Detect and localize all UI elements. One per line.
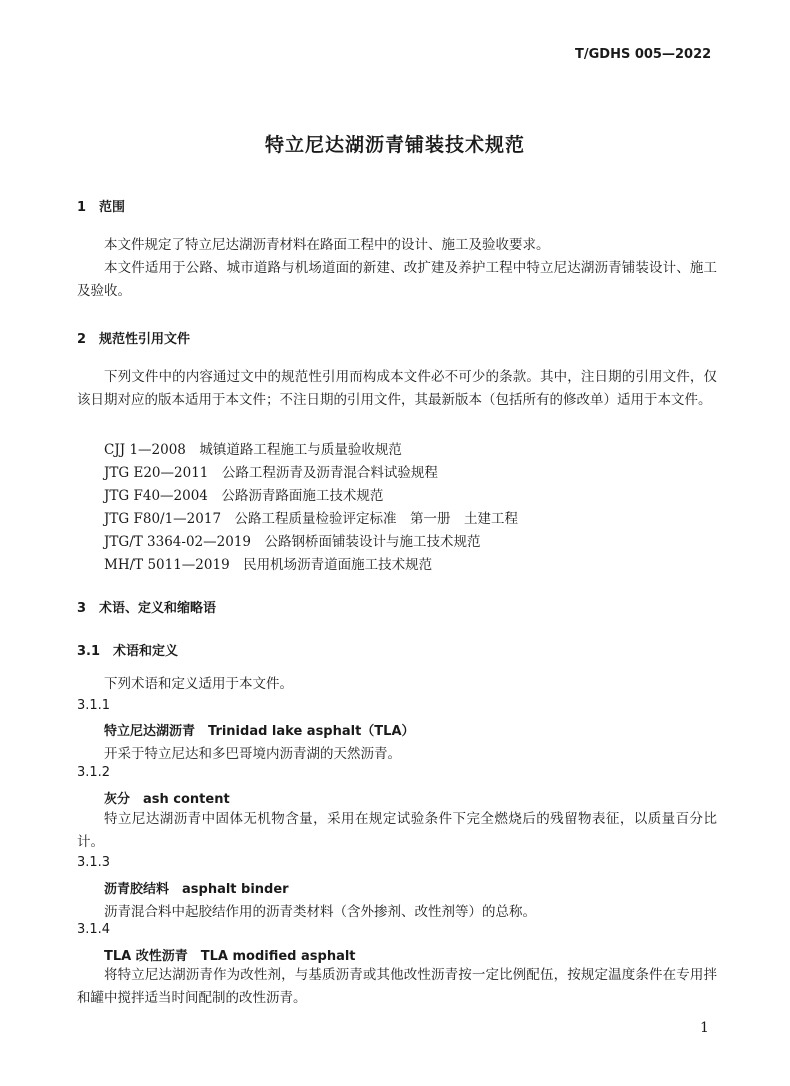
section-1-heading: 1 范围 [77, 200, 126, 215]
term-title: 沥青胶结料 asphalt binder [104, 882, 289, 897]
reference-item: JTG/T 3364-02—2019 公路钢桥面铺装设计与施工技术规范 [104, 534, 481, 550]
document-code: T/GDHS 005—2022 [575, 47, 712, 62]
term-title: TLA 改性沥青 TLA modified asphalt [104, 949, 356, 964]
section-2-heading: 2 规范性引用文件 [77, 332, 191, 347]
page-title: 特立尼达湖沥青铺装技术规范 [264, 134, 525, 156]
section-1-paragraph-2: 本文件适用于公路、城市道路与机场道面的新建、改扩建及养护工程中特立尼达湖沥青铺装设计、施工及验收。 [77, 260, 717, 299]
term-definition: 将特立尼达湖沥青作为改性剂，与基质沥青或其他改性沥青按一定比例配伍，按规定温度条件在专用拌和罐中搅拌适当时间配制的改性沥青。 [77, 967, 717, 1006]
term-definition: 开采于特立尼达和多巴哥境内沥青湖的天然沥青。 [104, 746, 401, 762]
reference-item: CJJ 1—2008 城镇道路工程施工与质量验收规范 [104, 442, 402, 458]
section-3-1-intro: 下列术语和定义适用于本文件。 [104, 676, 293, 692]
section-3-1-heading: 3.1 术语和定义 [77, 644, 179, 659]
term-number: 3.1.2 [77, 765, 111, 780]
page-number: 1 [700, 1020, 709, 1036]
reference-item: MH/T 5011—2019 民用机场沥青道面施工技术规范 [104, 557, 433, 573]
reference-item: JTG F80/1—2017 公路工程质量检验评定标准 第一册 土建工程 [104, 511, 519, 527]
term-title: 灰分 ash content [104, 792, 230, 807]
section-1-paragraph-1: 本文件规定了特立尼达湖沥青材料在路面工程中的设计、施工及验收要求。 [104, 237, 550, 253]
term-number: 3.1.3 [77, 855, 111, 870]
term-number: 3.1.1 [77, 698, 111, 713]
term-number: 3.1.4 [77, 922, 111, 937]
term-title: 特立尼达湖沥青 Trinidad lake asphalt（TLA） [104, 724, 415, 739]
term-definition: 特立尼达湖沥青中固体无机物含量，采用在规定试验条件下完全燃烧后的残留物表征，以质量百分比计。 [77, 811, 717, 850]
section-3-heading: 3 术语、定义和缩略语 [77, 601, 217, 616]
term-definition: 沥青混合料中起胶结作用的沥青类材料（含外掺剂、改性剂等）的总称。 [104, 904, 536, 920]
section-2-intro: 下列文件中的内容通过文中的规范性引用而构成本文件必不可少的条款。其中，注日期的引用文件，仅该日期对应的版本适用于本文件；不注日期的引用文件，其最新版本（包括所有的修改单）适用于本文件。 [77, 369, 717, 408]
reference-item: JTG E20—2011 公路工程沥青及沥青混合料试验规程 [104, 465, 438, 481]
reference-item: JTG F40—2004 公路沥青路面施工技术规范 [104, 488, 384, 504]
